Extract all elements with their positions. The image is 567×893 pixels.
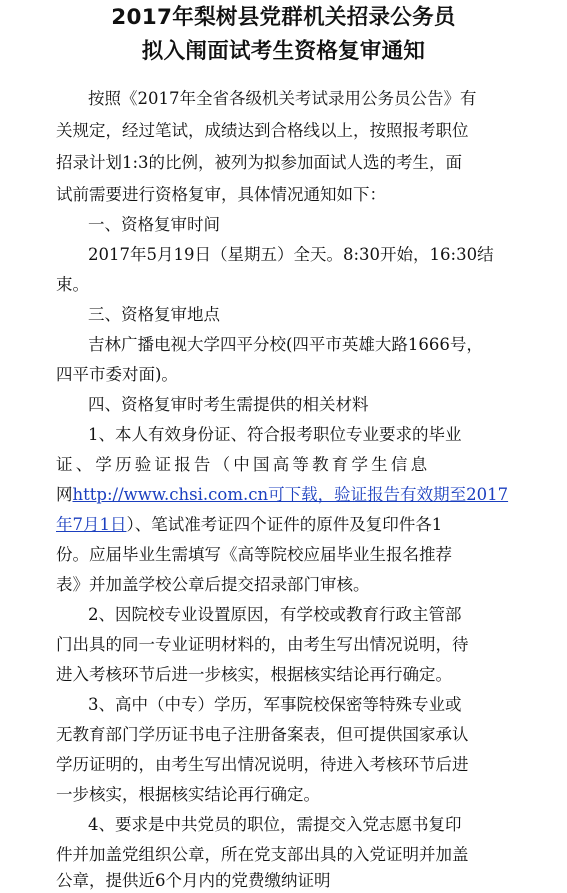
review-time-text: 2017年5月19日（星期五）全天。8:30开始，16:30结 (88, 245, 494, 264)
item-1-line-with-link (56, 513, 442, 537)
section-heading-required-materials: 四、资格复审时考生需提供的相关材料 (88, 395, 369, 414)
section-heading-review-time: 一、资格复审时间 (88, 215, 220, 234)
review-location-text: 吉林广播电视大学四平分校(四平市英雄大路1666号， (88, 335, 483, 354)
item-2-line: 进入考核环节后进一步核实，根据核实结论再行确定。 (56, 665, 452, 684)
review-time-text: 束。 (56, 275, 89, 294)
intro-paragraph-line: 按照《2017年全省各级机关考试录用公务员公告》有 (88, 89, 477, 108)
item-4-line: 件并加盖党组织公章，所在党支部出具的入党证明并加盖 (56, 845, 469, 864)
item-3-line: 无教育部门学历证书电子注册备案表，但可提供国家承认 (56, 725, 469, 744)
item-1-text: ）、笔试准考证四个证件的原件及复印件各1 (126, 515, 443, 534)
item-3-line: 3、高中（中专）学历，军事院校保密等特殊专业或 (88, 695, 462, 714)
intro-paragraph-line: 招录计划1:3的比例，被列为拟参加面试人选的考生，面 (56, 153, 463, 172)
item-1-line: 证、学历验证报告（中国高等教育学生信息 (56, 455, 431, 474)
item-4-line: 公章，提供近6个月内的党费缴纳证明 (56, 871, 331, 890)
item-4-line: 4、要求是中共党员的职位，需提交入党志愿书复印 (88, 815, 462, 834)
intro-paragraph-line: 试前需要进行资格复审，具体情况通知如下： (56, 185, 386, 204)
item-1-line: 1、本人有效身份证、符合报考职位专业要求的毕业 (88, 425, 462, 444)
item-1-line: 份。应届毕业生需填写《高等院校应届毕业生报名推荐 (56, 545, 452, 564)
item-2-line: 2、因院校专业设置原因，有学校或教育行政主管部 (88, 605, 462, 624)
review-location-text: 四平市委对面)。 (56, 365, 178, 384)
chsi-link[interactable]: http://www.chsi.com.cn可下载，验证报告有效期至2017 (72, 485, 509, 504)
item-1-line-with-link (56, 483, 508, 507)
item-1-text: 网 (56, 485, 73, 504)
item-2-line: 门出具的同一专业证明材料的，由考生写出情况说明，待 (56, 635, 469, 654)
intro-paragraph-line: 关规定，经过笔试，成绩达到合格线以上，按照报考职位 (56, 121, 469, 140)
item-1-line: 表》并加盖学校公章后提交招录部门审核。 (56, 575, 370, 594)
item-3-line: 学历证明的，由考生写出情况说明，待进入考核环节后进 (56, 755, 469, 774)
notice-title-line-2: 拟入闱面试考生资格复审通知 (141, 39, 426, 64)
item-3-line: 一步核实，根据核实结论再行确定。 (56, 785, 320, 804)
section-heading-review-location: 三、资格复审地点 (88, 305, 220, 324)
notice-title-line-1: 2017年梨树县党群机关招录公务员 (111, 5, 456, 30)
chsi-link-continued[interactable]: 年7月1日 (56, 515, 127, 534)
